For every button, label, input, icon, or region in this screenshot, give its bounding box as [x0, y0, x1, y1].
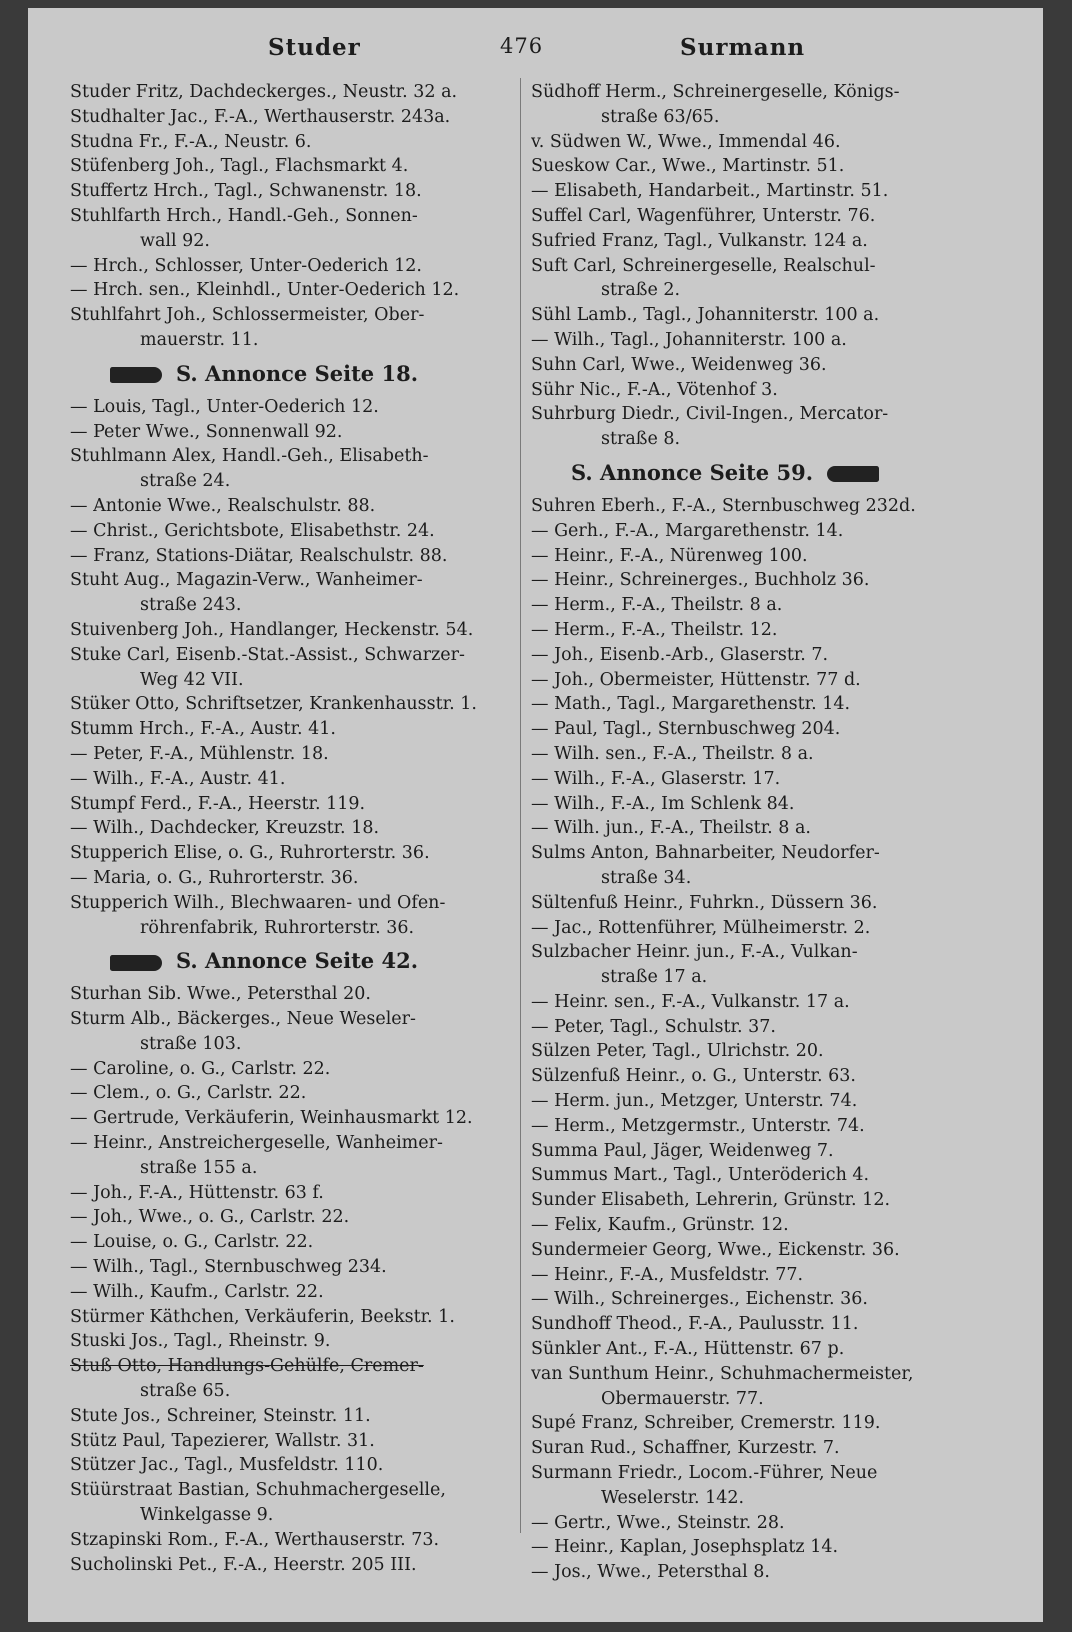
directory-entry-line [531, 1263, 997, 1288]
entry-text: — Gertrude, Verkäuferin, Weinhausmarkt 12. [70, 1108, 473, 1129]
entry-text: — Louise, o. G., Carlstr. 22. [70, 1232, 314, 1253]
directory-entry-line [70, 444, 520, 469]
entry-text: Stützer Jac., Tagl., Musfeldstr. 110. [70, 1455, 384, 1476]
entry-text: Stütz Paul, Tapezierer, Wallstr. 31. [70, 1430, 375, 1451]
entry-text: — Wilh., Schreinerges., Eichenstr. 36. [531, 1289, 868, 1310]
entry-text: S. Annonce Seite 42. [176, 948, 419, 974]
column-divider [520, 78, 521, 1533]
entry-text: Stupperich Elise, o. G., Ruhrorterstr. 36. [70, 843, 430, 864]
directory-entry-line [70, 1181, 520, 1206]
entry-text: Summus Mart., Tagl., Unteröderich 4. [531, 1165, 870, 1186]
advertisement-reference [531, 452, 997, 494]
directory-entry-line [70, 717, 520, 742]
entry-text: Sundhoff Theod., F.-A., Paulusstr. 11. [531, 1314, 859, 1335]
entry-text: straße 63/65. [601, 106, 720, 127]
directory-entry-line [531, 1238, 997, 1263]
entry-text: — Wilh., Tagl., Johanniterstr. 100 a. [531, 329, 847, 350]
directory-entry-line [531, 130, 997, 155]
directory-entry-line [70, 1553, 520, 1578]
directory-entry-line [70, 229, 520, 254]
directory-entry-line [531, 891, 997, 916]
directory-entry-line [70, 1156, 520, 1181]
directory-entry-line [531, 1287, 997, 1312]
entry-text: — Peter, F.-A., Mühlenstr. 18. [70, 743, 329, 764]
entry-text: Studhalter Jac., F.-A., Werthauserstr. 243a. [70, 106, 451, 127]
directory-entry-line [531, 1015, 997, 1040]
entry-text: Stürmer Käthchen, Verkäuferin, Beekstr. 1. [70, 1306, 455, 1327]
entry-text: Stuffertz Hrch., Tagl., Schwanenstr. 18. [70, 181, 422, 202]
directory-entry-line [531, 544, 997, 569]
directory-entry-line [531, 1139, 997, 1164]
entry-text: — Heinr., Schreinerges., Buchholz 36. [531, 570, 870, 591]
entry-text: — Clem., o. G., Carlstr. 22. [70, 1083, 307, 1104]
entry-text: S. Annonce Seite 59. [571, 459, 814, 485]
directory-entry-line [70, 1453, 520, 1478]
page-number: 476 [500, 34, 544, 58]
directory-entry-line [531, 229, 997, 254]
directory-entry-line [531, 1560, 997, 1585]
entry-text: van Sunthum Heinr., Schuhmachermeister, [531, 1363, 914, 1384]
directory-entry-line [531, 643, 997, 668]
entry-text: Südhoff Herm., Schreinergeselle, Königs- [531, 82, 900, 102]
entry-text: röhrenfabrik, Ruhrorterstr. 36. [140, 917, 415, 938]
entry-text: v. Südwen W., Wwe., Immendal 46. [531, 131, 841, 152]
directory-entry-line [531, 494, 997, 519]
entry-text: Stumpf Ferd., F.-A., Heerstr. 119. [70, 793, 366, 814]
directory-entry-line [531, 1411, 997, 1436]
directory-entry-line [531, 792, 997, 817]
directory-entry-line [70, 1081, 520, 1106]
directory-entry-line [70, 1255, 520, 1280]
directory-entry-line [70, 1280, 520, 1305]
entry-text: Summa Paul, Jäger, Weidenweg 7. [531, 1140, 834, 1161]
directory-entry-line [531, 668, 997, 693]
entry-text: Winkelgasse 9. [140, 1505, 274, 1526]
entry-text: Stüker Otto, Schriftsetzer, Krankenhausstr. 1. [70, 694, 477, 715]
entry-text: wall 92. [140, 230, 210, 251]
entry-text: — Joh., Wwe., o. G., Carlstr. 22. [70, 1207, 350, 1228]
running-head-right: Surmann [680, 34, 806, 61]
directory-entry-line [531, 717, 997, 742]
entry-text: Sturm Alb., Bäckerges., Neue Weseler- [70, 1009, 416, 1030]
entry-text: — Paul, Tagl., Sternbuschweg 204. [531, 719, 841, 740]
entry-text: Stute Jos., Schreiner, Steinstr. 11. [70, 1405, 371, 1426]
directory-entry-line [531, 841, 997, 866]
entry-text: — Jos., Wwe., Petersthal 8. [531, 1562, 770, 1583]
entry-text: Sueskow Car., Wwe., Martinstr. 51. [531, 156, 845, 177]
directory-entry-line [70, 1503, 520, 1528]
entry-text: — Louis, Tagl., Unter-Oederich 12. [70, 396, 379, 417]
entry-text: — Herm. jun., Metzger, Unterstr. 74. [531, 1091, 858, 1112]
entry-text: — Hrch. sen., Kleinhdl., Unter-Oederich 12. [70, 280, 460, 301]
entry-text: Sulms Anton, Bahnarbeiter, Neudorfer- [531, 843, 880, 864]
entry-text: — Herm., F.-A., Theilstr. 8 a. [531, 595, 783, 616]
directory-entry-line [70, 767, 520, 792]
directory-entry-line [70, 668, 520, 693]
entry-text: Sühl Lamb., Tagl., Johanniterstr. 100 a. [531, 305, 880, 326]
entry-text: Sulzbacher Heinr. jun., F.-A., Vulkan- [531, 942, 858, 963]
entry-text: Stupperich Wilh., Blechwaaren- und Ofen- [70, 892, 446, 913]
left-column [70, 80, 520, 1577]
directory-entry-line [531, 1535, 997, 1560]
directory-entry-line [70, 420, 520, 445]
entry-text: — Maria, o. G., Ruhrorterstr. 36. [70, 867, 359, 888]
directory-entry-line [70, 1404, 520, 1429]
entry-text: Stuht Aug., Magazin-Verw., Wanheimer- [70, 570, 423, 591]
directory-entry-line [70, 1354, 520, 1379]
entry-text: straße 243. [140, 595, 242, 616]
directory-entry-line [531, 1163, 997, 1188]
entry-text: — Jac., Rottenführer, Mülheimerstr. 2. [531, 917, 871, 938]
directory-entry-line [531, 916, 997, 941]
directory-entry-line [531, 254, 997, 279]
directory-entry-line [531, 179, 997, 204]
directory-entry-line [531, 816, 997, 841]
directory-entry-line [70, 568, 520, 593]
directory-entry-line [70, 469, 520, 494]
directory-entry-line [531, 1213, 997, 1238]
entry-text: — Heinr. sen., F.-A., Vulkanstr. 17 a. [531, 991, 850, 1012]
directory-entry-line [70, 494, 520, 519]
directory-entry-line [70, 1205, 520, 1230]
entry-text: Sünkler Ant., F.-A., Hüttenstr. 67 p. [531, 1339, 845, 1360]
entry-text: — Franz, Stations-Diätar, Realschulstr. 88. [70, 545, 448, 566]
directory-entry-line [70, 395, 520, 420]
directory-entry-line [531, 204, 997, 229]
entry-text: Stuhlfarth Hrch., Handl.-Geh., Sonnen- [70, 205, 418, 226]
entry-text: — Wilh. sen., F.-A., Theilstr. 8 a. [531, 743, 814, 764]
entry-text: — Herm., F.-A., Theilstr. 12. [531, 619, 778, 640]
directory-entry-line [70, 278, 520, 303]
directory-entry-line [70, 328, 520, 353]
directory-entry-line [531, 105, 997, 130]
directory-entry-line [70, 1329, 520, 1354]
directory-entry-line [70, 303, 520, 328]
entry-text: straße 155 a. [140, 1157, 258, 1178]
directory-entry-line [531, 1064, 997, 1089]
entry-text: Weselerstr. 142. [601, 1487, 745, 1508]
directory-entry-line [531, 1312, 997, 1337]
entry-text: — Heinr., F.-A., Musfeldstr. 77. [531, 1264, 804, 1285]
entry-text: — Wilh., F.-A., Austr. 41. [70, 768, 286, 789]
entry-text: mauerstr. 11. [140, 329, 259, 350]
directory-entry-line [70, 519, 520, 544]
directory-entry-line [531, 80, 997, 105]
directory-entry-line [531, 1387, 997, 1412]
entry-text: Sunder Elisabeth, Lehrerin, Grünstr. 12. [531, 1190, 891, 1211]
entry-text: straße 24. [140, 471, 231, 492]
directory-entry-line [531, 1039, 997, 1064]
entry-text: — Caroline, o. G., Carlstr. 22. [70, 1058, 331, 1079]
directory-entry-line [70, 1478, 520, 1503]
directory-entry-line [531, 1188, 997, 1213]
directory-entry-line [531, 593, 997, 618]
directory-entry-line [531, 154, 997, 179]
directory-entry-line [70, 643, 520, 668]
directory-entry-line [531, 866, 997, 891]
entry-text: Weg 42 VII. [140, 669, 244, 690]
directory-entry-line [70, 1131, 520, 1156]
directory-entry-line [70, 1429, 520, 1454]
entry-text: — Christ., Gerichtsbote, Elisabethstr. 24. [70, 520, 435, 541]
pointing-hand-icon [827, 466, 879, 482]
directory-entry-line [70, 692, 520, 717]
directory-entry-line [531, 402, 997, 427]
directory-entry-line [70, 254, 520, 279]
advertisement-reference [70, 940, 520, 982]
directory-entry-line [531, 1362, 997, 1387]
directory-entry-line [70, 792, 520, 817]
entry-text: — Elisabeth, Handarbeit., Martinstr. 51. [531, 181, 889, 202]
entry-text: — Wilh., F.-A., Im Schlenk 84. [531, 793, 795, 814]
entry-text: S. Annonce Seite 18. [176, 360, 419, 386]
directory-entry-line [70, 1230, 520, 1255]
directory-entry-line [70, 80, 520, 105]
directory-entry-line [531, 568, 997, 593]
directory-entry-line [531, 767, 997, 792]
directory-entry-line [70, 891, 520, 916]
directory-entry-line [531, 940, 997, 965]
entry-text: Stüürstraat Bastian, Schuhmachergeselle, [70, 1480, 446, 1501]
directory-entry-line [531, 692, 997, 717]
entry-text: Obermauerstr. 77. [601, 1388, 764, 1409]
entry-text: Suffel Carl, Wagenführer, Unterstr. 76. [531, 205, 876, 226]
entry-text: straße 17 a. [601, 967, 708, 988]
entry-text: Suft Carl, Schreinergeselle, Realschul- [531, 255, 876, 276]
entry-text: straße 34. [601, 867, 692, 888]
entry-text: — Gertr., Wwe., Steinstr. 28. [531, 1512, 785, 1533]
directory-entry-line [531, 1436, 997, 1461]
directory-page [28, 8, 1043, 1622]
directory-entry-line [70, 982, 520, 1007]
entry-text: Suhrburg Diedr., Civil-Ingen., Mercator- [531, 404, 889, 425]
entry-text: Sülzenfuß Heinr., o. G., Unterstr. 63. [531, 1066, 856, 1087]
running-head-left: Studer [268, 34, 361, 61]
directory-entry-line [70, 154, 520, 179]
entry-text: — Herm., Metzgermstr., Unterstr. 74. [531, 1115, 865, 1136]
directory-entry-line [70, 130, 520, 155]
directory-entry-line [70, 742, 520, 767]
directory-entry-line [531, 1089, 997, 1114]
entry-text: Sundermeier Georg, Wwe., Eickenstr. 36. [531, 1239, 900, 1260]
directory-entry-line [70, 1032, 520, 1057]
directory-entry-line [531, 1337, 997, 1362]
entry-text: — Joh., F.-A., Hüttenstr. 63 f. [70, 1182, 324, 1203]
entry-text: — Joh., Obermeister, Hüttenstr. 77 d. [531, 669, 861, 690]
entry-text: Supé Franz, Schreiber, Cremerstr. 119. [531, 1413, 881, 1434]
entry-text: — Peter Wwe., Sonnenwall 92. [70, 421, 343, 442]
entry-text: Stüfenberg Joh., Tagl., Flachsmarkt 4. [70, 156, 409, 177]
entry-text: — Gerh., F.-A., Margarethenstr. 14. [531, 520, 844, 541]
entry-text: Sühr Nic., F.-A., Vötenhof 3. [531, 379, 778, 400]
entry-text: — Felix, Kaufm., Grünstr. 12. [531, 1215, 789, 1236]
directory-entry-line [70, 866, 520, 891]
advertisement-reference [70, 353, 520, 395]
directory-entry-line [70, 204, 520, 229]
entry-text: — Math., Tagl., Margarethenstr. 14. [531, 694, 851, 715]
entry-text: Studna Fr., F.-A., Neustr. 6. [70, 131, 312, 152]
entry-text: — Wilh., Tagl., Sternbuschweg 234. [70, 1257, 387, 1278]
directory-entry-line [531, 303, 997, 328]
entry-text: Stuß Otto, Handlungs-Gehülfe, Cremer- [70, 1356, 424, 1377]
entry-text: Sturhan Sib. Wwe., Petersthal 20. [70, 984, 371, 1005]
entry-text: Stuski Jos., Tagl., Rheinstr. 9. [70, 1331, 331, 1352]
directory-entry-line [70, 841, 520, 866]
directory-entry-line [70, 1106, 520, 1131]
directory-entry-line [531, 990, 997, 1015]
directory-entry-line [531, 328, 997, 353]
pointing-hand-icon [110, 955, 162, 971]
directory-entry-line [70, 1528, 520, 1553]
directory-entry-line [70, 816, 520, 841]
entry-text: — Wilh., Kaufm., Carlstr. 22. [70, 1281, 324, 1302]
entry-text: — Joh., Eisenb.-Arb., Glaserstr. 7. [531, 644, 829, 665]
directory-entry-line [531, 965, 997, 990]
directory-entry-line [531, 1511, 997, 1536]
entry-text: Stuivenberg Joh., Handlanger, Heckenstr. 54. [70, 619, 474, 640]
directory-entry-line [70, 1007, 520, 1032]
entry-text: Stumm Hrch., F.-A., Austr. 41. [70, 719, 336, 740]
entry-text: — Peter, Tagl., Schulstr. 37. [531, 1016, 776, 1037]
directory-entry-line [531, 618, 997, 643]
directory-entry-line [531, 1486, 997, 1511]
entry-text: — Wilh., F.-A., Glaserstr. 17. [531, 768, 781, 789]
entry-text: Stuhlmann Alex, Handl.-Geh., Elisabeth- [70, 446, 429, 467]
directory-entry-line [70, 1057, 520, 1082]
entry-text: — Heinr., Anstreichergeselle, Wanheimer- [70, 1133, 443, 1154]
directory-entry-line [531, 1461, 997, 1486]
entry-text: — Heinr., F.-A., Nürenweg 100. [531, 545, 808, 566]
entry-text: — Hrch., Schlosser, Unter-Oederich 12. [70, 255, 422, 276]
entry-text: Studer Fritz, Dachdeckerges., Neustr. 32 a. [70, 82, 458, 102]
directory-entry-line [531, 353, 997, 378]
entry-text: — Wilh. jun., F.-A., Theilstr. 8 a. [531, 818, 811, 839]
entry-text: Stuke Carl, Eisenb.-Stat.-Assist., Schwarzer- [70, 644, 465, 665]
entry-text: Stzapinski Rom., F.-A., Werthauserstr. 73. [70, 1529, 440, 1550]
right-column [531, 80, 997, 1585]
directory-entry-line [70, 916, 520, 941]
entry-text: — Wilh., Dachdecker, Kreuzstr. 18. [70, 818, 380, 839]
directory-entry-line [70, 618, 520, 643]
directory-entry-line [531, 742, 997, 767]
entry-text: Sucholinski Pet., F.-A., Heerstr. 205 III. [70, 1554, 417, 1575]
directory-entry-line [531, 278, 997, 303]
entry-text: — Antonie Wwe., Realschulstr. 88. [70, 495, 376, 516]
entry-text: Sufried Franz, Tagl., Vulkanstr. 124 a. [531, 230, 868, 251]
entry-text: straße 65. [140, 1381, 231, 1402]
directory-entry-line [70, 1379, 520, 1404]
entry-text: — Heinr., Kaplan, Josephsplatz 14. [531, 1537, 839, 1558]
directory-entry-line [70, 593, 520, 618]
directory-entry-line [70, 179, 520, 204]
entry-text: Stuhlfahrt Joh., Schlossermeister, Ober- [70, 305, 425, 326]
entry-text: Sülzen Peter, Tagl., Ulrichstr. 20. [531, 1041, 824, 1062]
pointing-hand-icon [110, 367, 162, 383]
directory-entry-line [531, 519, 997, 544]
directory-entry-line [70, 544, 520, 569]
directory-entry-line [70, 105, 520, 130]
entry-text: straße 2. [601, 280, 681, 301]
entry-text: Suran Rud., Schaffner, Kurzestr. 7. [531, 1438, 840, 1459]
directory-entry-line [70, 1305, 520, 1330]
entry-text: Suhn Carl, Wwe., Weidenweg 36. [531, 354, 827, 375]
directory-entry-line [531, 427, 997, 452]
entry-text: Surmann Friedr., Locom.-Führer, Neue [531, 1463, 878, 1484]
directory-entry-line [531, 1114, 997, 1139]
directory-entry-line [531, 378, 997, 403]
entry-text: straße 103. [140, 1033, 242, 1054]
entry-text: straße 8. [601, 429, 681, 450]
entry-text: Suhren Eberh., F.-A., Sternbuschweg 232d. [531, 495, 916, 516]
entry-text: Sültenfuß Heinr., Fuhrkn., Düssern 36. [531, 892, 878, 913]
